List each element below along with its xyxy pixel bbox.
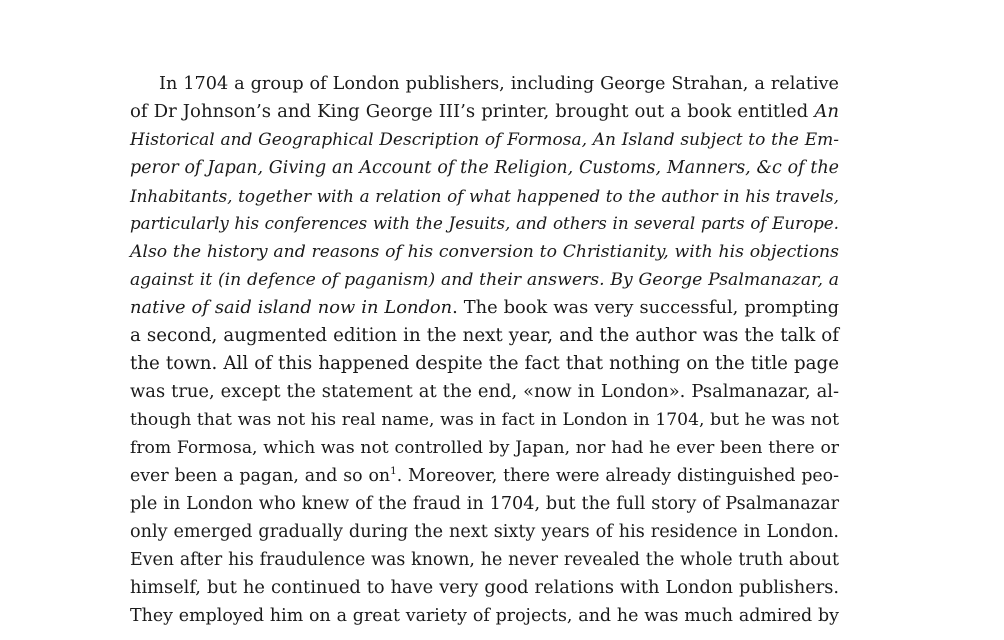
book-title-line: Historical and Geographical Description of Formosa, An Island subject to the Em- (130, 130, 839, 150)
text-run: of Dr Johnson’s and King George III’s printer, brought out a book entitled (130, 101, 809, 122)
text-line (130, 462, 839, 490)
text-line: though that was not his real name, was in fact in London in 1704, but he was not (130, 410, 839, 430)
text-run: ever been a pagan, and so on (130, 466, 391, 486)
text-line: was true, except the statement at the end, «now in London». Psalmanazar, al- (130, 381, 839, 402)
text-line: ple in London who knew of the fraud in 1704, but the full story of Psalmanazar (130, 494, 839, 514)
text-run: . Moreover, there were already distinguished peo- (396, 466, 839, 486)
book-title-line: Inhabitants, together with a relation of what happened to the author in his travels, (130, 186, 839, 206)
text-run: In 1704 a group of London publishers, including George Strahan, a relative (159, 74, 839, 94)
text-line: only emerged gradually during the next sixty years of his residence in London. (130, 522, 839, 542)
body-paragraph (130, 70, 839, 630)
book-title-run: An (814, 101, 840, 122)
book-title-line: particularly his conferences with the Jesuits, and others in several parts of Europe. (130, 214, 839, 233)
text-run: . The book was very successful, prompting (452, 297, 839, 318)
text-line (130, 98, 839, 126)
text-line: Even after his fraudulence was known, he never revealed the whole truth about (130, 550, 839, 570)
text-line: the town. All of this happened despite the fact that nothing on the title page (130, 353, 839, 374)
text-line (130, 294, 839, 322)
book-title-run: native of said island now in London (130, 297, 453, 318)
text-line (130, 70, 839, 98)
text-line: himself, but he continued to have very good relations with London publishers. (130, 577, 839, 598)
text-line: from Formosa, which was not controlled by Japan, nor had he ever been there or (130, 438, 839, 458)
footnote-marker[interactable]: 1 (390, 465, 397, 478)
book-title-line: Also the history and reasons of his conversion to Christianity, with his objections (130, 242, 839, 262)
text-line: They employed him on a great variety of projects, and he was much admired by (130, 606, 839, 626)
book-title-line: against it (in defence of paganism) and their answers. By George Psalmanazar, a (130, 270, 839, 290)
text-line: a second, augmented edition in the next year, and the author was the talk of (130, 325, 839, 346)
book-title-line: peror of Japan, Giving an Account of the Religion, Customs, Manners, &c of the (130, 158, 839, 178)
